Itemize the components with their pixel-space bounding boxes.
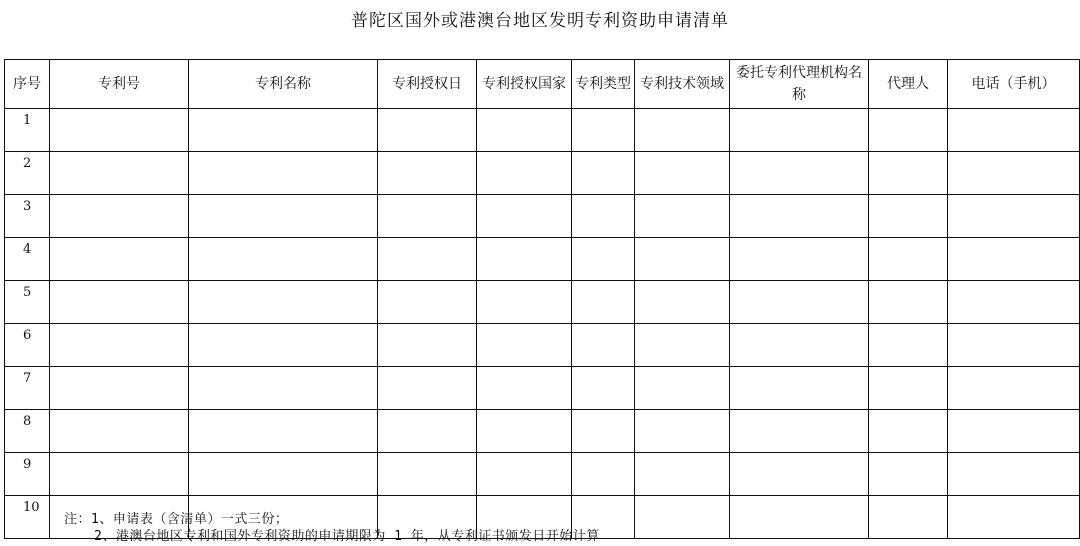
empty-cell[interactable] — [477, 324, 572, 367]
empty-cell[interactable] — [730, 281, 869, 324]
empty-cell[interactable] — [477, 453, 572, 496]
empty-cell[interactable] — [635, 281, 730, 324]
column-header-index: 序号 — [5, 60, 50, 109]
table-header-row — [5, 60, 1080, 109]
empty-cell[interactable] — [189, 453, 378, 496]
column-header-patent-name: 专利名称 — [189, 60, 378, 109]
empty-cell[interactable] — [189, 152, 378, 195]
empty-cell[interactable] — [948, 238, 1080, 281]
empty-cell[interactable] — [635, 195, 730, 238]
empty-cell[interactable] — [378, 238, 477, 281]
footnote-1: 注：1、申请表（含清单）一式三份； — [64, 512, 289, 527]
empty-cell[interactable] — [635, 324, 730, 367]
empty-cell[interactable] — [572, 281, 635, 324]
empty-cell[interactable] — [948, 410, 1080, 453]
column-header-patent-number: 专利号 — [50, 60, 189, 109]
empty-cell[interactable] — [50, 281, 189, 324]
empty-cell[interactable] — [378, 324, 477, 367]
empty-cell[interactable] — [572, 410, 635, 453]
row-index-cell: 6 — [5, 324, 50, 367]
empty-cell[interactable] — [730, 453, 869, 496]
table-row — [5, 281, 1080, 324]
empty-cell[interactable] — [378, 367, 477, 410]
empty-cell[interactable] — [189, 281, 378, 324]
empty-cell[interactable] — [948, 281, 1080, 324]
row-index-cell: 3 — [5, 195, 50, 238]
empty-cell[interactable] — [730, 152, 869, 195]
empty-cell[interactable] — [730, 410, 869, 453]
empty-cell[interactable] — [189, 238, 378, 281]
empty-cell[interactable] — [378, 152, 477, 195]
empty-cell[interactable] — [378, 195, 477, 238]
empty-cell[interactable] — [635, 496, 730, 539]
empty-cell[interactable] — [572, 453, 635, 496]
empty-cell[interactable] — [378, 453, 477, 496]
empty-cell[interactable] — [869, 453, 948, 496]
row-index-cell: 4 — [5, 238, 50, 281]
empty-cell[interactable] — [189, 410, 378, 453]
empty-cell[interactable] — [948, 367, 1080, 410]
empty-cell[interactable] — [477, 367, 572, 410]
empty-cell[interactable] — [635, 109, 730, 152]
footnote-2: 2、港澳台地区专利和国外专利资助的申请期限为 1 年，从专利证书颁发日开始计算 — [94, 529, 600, 544]
empty-cell[interactable] — [189, 367, 378, 410]
table-row — [5, 152, 1080, 195]
column-header-agent: 代理人 — [869, 60, 948, 109]
empty-cell[interactable] — [635, 410, 730, 453]
empty-cell[interactable] — [948, 195, 1080, 238]
table-row — [5, 109, 1080, 152]
column-header-phone: 电话（手机） — [948, 60, 1080, 109]
empty-cell[interactable] — [572, 152, 635, 195]
column-header-agency-name: 委托专利代理机构名称 — [730, 60, 869, 109]
empty-cell[interactable] — [869, 109, 948, 152]
empty-cell[interactable] — [869, 496, 948, 539]
empty-cell[interactable] — [730, 496, 869, 539]
table-row — [5, 410, 1080, 453]
row-index-cell: 10 — [5, 496, 50, 539]
empty-cell[interactable] — [50, 367, 189, 410]
empty-cell[interactable] — [635, 152, 730, 195]
empty-cell[interactable] — [572, 238, 635, 281]
empty-cell[interactable] — [869, 324, 948, 367]
empty-cell[interactable] — [869, 238, 948, 281]
empty-cell[interactable] — [189, 109, 378, 152]
page-title: 普陀区国外或港澳台地区发明专利资助申请清单 — [351, 11, 729, 31]
empty-cell[interactable] — [635, 453, 730, 496]
row-index-cell: 7 — [5, 367, 50, 410]
table-row — [5, 367, 1080, 410]
empty-cell[interactable] — [730, 109, 869, 152]
empty-cell[interactable] — [948, 496, 1080, 539]
table-row — [5, 195, 1080, 238]
empty-cell[interactable] — [50, 238, 189, 281]
empty-cell[interactable] — [948, 109, 1080, 152]
empty-cell[interactable] — [730, 367, 869, 410]
empty-cell[interactable] — [189, 324, 378, 367]
empty-cell[interactable] — [378, 410, 477, 453]
empty-cell[interactable] — [477, 281, 572, 324]
column-header-grant-date: 专利授权日 — [378, 60, 477, 109]
empty-cell[interactable] — [635, 238, 730, 281]
empty-cell[interactable] — [378, 109, 477, 152]
empty-cell[interactable] — [50, 109, 189, 152]
empty-cell[interactable] — [378, 281, 477, 324]
footnotes — [64, 511, 600, 545]
empty-cell[interactable] — [730, 238, 869, 281]
column-header-patent-type: 专利类型 — [572, 60, 635, 109]
empty-cell[interactable] — [50, 324, 189, 367]
empty-cell[interactable] — [572, 195, 635, 238]
table-row — [5, 453, 1080, 496]
empty-cell[interactable] — [477, 238, 572, 281]
empty-cell[interactable] — [50, 152, 189, 195]
table-row — [5, 238, 1080, 281]
column-header-grant-country: 专利授权国家 — [477, 60, 572, 109]
row-index-cell: 9 — [5, 453, 50, 496]
patent-list-table — [4, 59, 1080, 539]
empty-cell[interactable] — [869, 367, 948, 410]
empty-cell[interactable] — [477, 410, 572, 453]
empty-cell[interactable] — [948, 324, 1080, 367]
empty-cell[interactable] — [730, 324, 869, 367]
empty-cell[interactable] — [477, 109, 572, 152]
empty-cell[interactable] — [635, 367, 730, 410]
empty-cell[interactable] — [730, 195, 869, 238]
empty-cell[interactable] — [869, 410, 948, 453]
empty-cell[interactable] — [572, 324, 635, 367]
row-index-cell: 2 — [5, 152, 50, 195]
empty-cell[interactable] — [948, 152, 1080, 195]
column-header-tech-field: 专利技术领域 — [635, 60, 730, 109]
empty-cell[interactable] — [477, 195, 572, 238]
empty-cell[interactable] — [948, 453, 1080, 496]
empty-cell[interactable] — [869, 195, 948, 238]
row-index-cell: 8 — [5, 410, 50, 453]
empty-cell[interactable] — [50, 453, 189, 496]
row-index-cell: 5 — [5, 281, 50, 324]
empty-cell[interactable] — [869, 152, 948, 195]
empty-cell[interactable] — [189, 195, 378, 238]
empty-cell[interactable] — [50, 410, 189, 453]
empty-cell[interactable] — [869, 281, 948, 324]
empty-cell[interactable] — [572, 109, 635, 152]
empty-cell[interactable] — [572, 367, 635, 410]
empty-cell[interactable] — [50, 195, 189, 238]
empty-cell[interactable] — [477, 152, 572, 195]
table-row — [5, 324, 1080, 367]
row-index-cell: 1 — [5, 109, 50, 152]
